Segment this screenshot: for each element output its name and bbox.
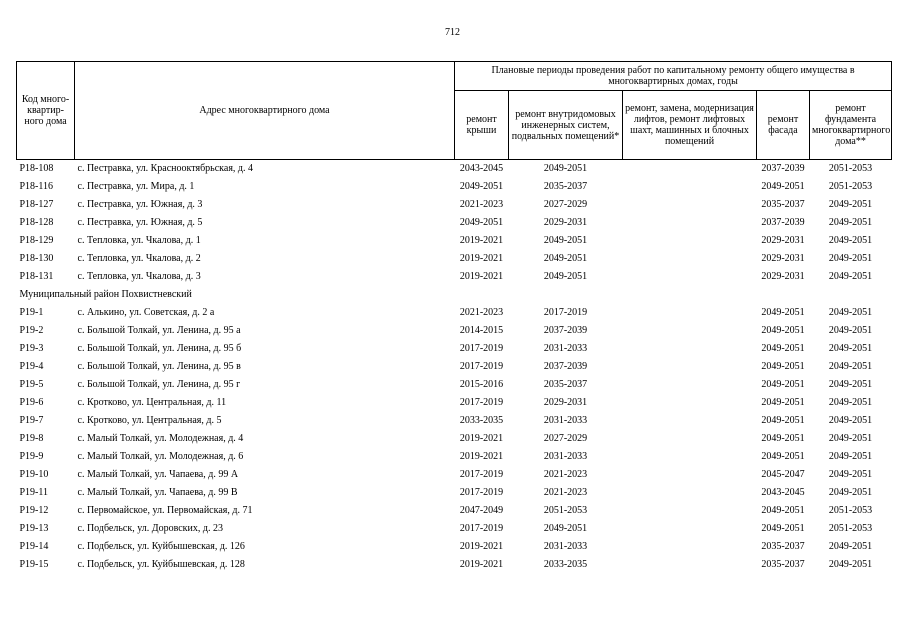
cell-code: Р19-15 xyxy=(19,559,49,570)
cell-address: с. Малый Толкай, ул. Молодежная, д. 4 xyxy=(77,433,244,444)
cell-address: с. Большой Толкай, ул. Ленина, д. 95 а xyxy=(77,325,241,336)
cell-address: с. Пестравка, ул. Мира, д. 1 xyxy=(77,181,195,192)
header-planned-periods: Плановые периоды проведения работ по капитальному ремонту общего имущества в многоквартирных домах, годы xyxy=(455,62,892,91)
header-address: Адрес многоквартирного дома xyxy=(75,62,455,160)
cell-elevator-repair xyxy=(623,430,757,448)
cell-foundation-repair: 2049-2051 xyxy=(828,325,873,336)
cell-code: Р18-116 xyxy=(19,181,54,192)
cell-engineering-repair: 2037-2039 xyxy=(543,325,588,336)
table-body xyxy=(17,160,892,575)
cell-code: Р19-5 xyxy=(19,379,44,390)
header-facade-repair: ремонт фасада xyxy=(757,91,810,160)
cell-facade-repair: 2037-2039 xyxy=(761,217,805,228)
table-row xyxy=(17,268,892,286)
cell-facade-repair: 2049-2051 xyxy=(761,325,805,336)
header-roof-repair: ремонт крыши xyxy=(455,91,509,160)
cell-engineering-repair: 2021-2023 xyxy=(543,487,588,498)
cell-address: с. Подбельск, ул. Куйбышевская, д. 128 xyxy=(77,559,245,570)
cell-foundation-repair: 2049-2051 xyxy=(828,397,873,408)
cell-foundation-repair: 2049-2051 xyxy=(828,343,873,354)
cell-code: Р19-13 xyxy=(19,523,49,534)
cell-roof-repair: 2019-2021 xyxy=(459,271,504,282)
cell-elevator-repair xyxy=(623,484,757,502)
table-row xyxy=(17,304,892,322)
cell-facade-repair: 2035-2037 xyxy=(761,541,805,552)
cell-engineering-repair: 2027-2029 xyxy=(543,199,588,210)
cell-engineering-repair: 2017-2019 xyxy=(543,307,588,318)
cell-engineering-repair: 2031-2033 xyxy=(543,343,588,354)
table-row xyxy=(17,178,892,196)
cell-facade-repair: 2049-2051 xyxy=(761,433,805,444)
cell-engineering-repair: 2027-2029 xyxy=(543,433,588,444)
cell-roof-repair: 2017-2019 xyxy=(459,343,504,354)
cell-roof-repair: 2019-2021 xyxy=(459,559,504,570)
cell-facade-repair: 2045-2047 xyxy=(761,469,805,480)
header-engineering-repair: ремонт внутридомовых инженерных систем, подвальных помещений* xyxy=(509,91,623,160)
cell-roof-repair: 2049-2051 xyxy=(459,217,504,228)
cell-facade-repair: 2029-2031 xyxy=(761,271,805,282)
cell-elevator-repair xyxy=(623,466,757,484)
cell-engineering-repair: 2049-2051 xyxy=(543,235,588,246)
table-row xyxy=(17,394,892,412)
cell-elevator-repair xyxy=(623,160,757,179)
cell-roof-repair: 2015-2016 xyxy=(459,379,504,390)
cell-roof-repair: 2019-2021 xyxy=(459,235,504,246)
cell-elevator-repair xyxy=(623,538,757,556)
cell-address: с. Кротково, ул. Центральная, д. 5 xyxy=(77,415,222,426)
table-row xyxy=(17,340,892,358)
cell-elevator-repair xyxy=(623,394,757,412)
table-row xyxy=(17,196,892,214)
cell-elevator-repair xyxy=(623,340,757,358)
header-code: Код много-квартир-ного дома xyxy=(17,62,75,160)
cell-elevator-repair xyxy=(623,520,757,538)
cell-roof-repair: 2019-2021 xyxy=(459,433,504,444)
cell-facade-repair: 2043-2045 xyxy=(761,487,805,498)
cell-address: с. Малый Толкай, ул. Чапаева, д. 99 В xyxy=(77,487,238,498)
cell-roof-repair: 2017-2019 xyxy=(459,469,504,480)
cell-foundation-repair: 2051-2053 xyxy=(828,523,873,534)
section-row xyxy=(17,286,892,304)
cell-foundation-repair: 2051-2053 xyxy=(828,163,873,174)
cell-roof-repair: 2019-2021 xyxy=(459,253,504,264)
cell-code: Р18-131 xyxy=(19,271,54,282)
cell-foundation-repair: 2049-2051 xyxy=(828,415,873,426)
cell-code: Р19-14 xyxy=(19,541,49,552)
cell-code: Р19-1 xyxy=(19,307,44,318)
cell-engineering-repair: 2037-2039 xyxy=(543,361,588,372)
cell-facade-repair: 2049-2051 xyxy=(761,523,805,534)
table-row xyxy=(17,556,892,574)
repair-plan-table xyxy=(16,61,892,574)
cell-address: с. Первомайское, ул. Первомайская, д. 71 xyxy=(77,505,253,516)
cell-roof-repair: 2033-2035 xyxy=(459,415,504,426)
cell-foundation-repair: 2049-2051 xyxy=(828,361,873,372)
cell-code: Р18-128 xyxy=(19,217,54,228)
table-row xyxy=(17,520,892,538)
table-row xyxy=(17,502,892,520)
cell-facade-repair: 2049-2051 xyxy=(761,307,805,318)
cell-elevator-repair xyxy=(623,232,757,250)
cell-foundation-repair: 2049-2051 xyxy=(828,469,873,480)
cell-foundation-repair: 2051-2053 xyxy=(828,505,873,516)
cell-address: с. Малый Толкай, ул. Чапаева, д. 99 А xyxy=(77,469,239,480)
cell-engineering-repair: 2049-2051 xyxy=(543,523,588,534)
cell-address: с. Большой Толкай, ул. Ленина, д. 95 б xyxy=(77,343,242,354)
cell-code: Р19-2 xyxy=(19,325,44,336)
cell-elevator-repair xyxy=(623,214,757,232)
cell-code: Р19-4 xyxy=(19,361,44,372)
cell-address: с. Пестравка, ул. Южная, д. 5 xyxy=(77,217,203,228)
cell-elevator-repair xyxy=(623,502,757,520)
cell-foundation-repair: 2049-2051 xyxy=(828,559,873,570)
cell-facade-repair: 2035-2037 xyxy=(761,559,805,570)
cell-facade-repair: 2029-2031 xyxy=(761,235,805,246)
cell-elevator-repair xyxy=(623,268,757,286)
header-elevator-repair: ремонт, замена, модернизация лифтов, ремонт лифтовых шахт, машинных и блочных помещений xyxy=(623,91,757,160)
cell-address: с. Малый Толкай, ул. Молодежная, д. 6 xyxy=(77,451,244,462)
cell-foundation-repair: 2049-2051 xyxy=(828,451,873,462)
cell-facade-repair: 2049-2051 xyxy=(761,379,805,390)
cell-roof-repair: 2047-2049 xyxy=(459,505,504,516)
cell-facade-repair: 2049-2051 xyxy=(761,361,805,372)
table-row xyxy=(17,358,892,376)
cell-code: Р19-8 xyxy=(19,433,44,444)
table-row xyxy=(17,448,892,466)
cell-engineering-repair: 2049-2051 xyxy=(543,253,588,264)
cell-foundation-repair: 2049-2051 xyxy=(828,253,873,264)
section-title: Муниципальный район Похвистневский xyxy=(19,289,192,300)
cell-engineering-repair: 2031-2033 xyxy=(543,415,588,426)
cell-code: Р19-11 xyxy=(19,487,49,498)
cell-elevator-repair xyxy=(623,358,757,376)
cell-engineering-repair: 2051-2053 xyxy=(543,505,588,516)
cell-foundation-repair: 2049-2051 xyxy=(828,433,873,444)
cell-address: с. Тепловка, ул. Чкалова, д. 3 xyxy=(77,271,201,282)
cell-foundation-repair: 2049-2051 xyxy=(828,487,873,498)
cell-engineering-repair: 2049-2051 xyxy=(543,163,588,174)
cell-code: Р19-10 xyxy=(19,469,49,480)
cell-code: Р18-130 xyxy=(19,253,54,264)
cell-foundation-repair: 2049-2051 xyxy=(828,235,873,246)
cell-engineering-repair: 2033-2035 xyxy=(543,559,588,570)
cell-facade-repair: 2029-2031 xyxy=(761,253,805,264)
cell-facade-repair: 2049-2051 xyxy=(761,343,805,354)
cell-code: Р18-108 xyxy=(19,163,54,174)
cell-elevator-repair xyxy=(623,250,757,268)
cell-facade-repair: 2049-2051 xyxy=(761,505,805,516)
cell-address: с. Тепловка, ул. Чкалова, д. 1 xyxy=(77,235,201,246)
cell-engineering-repair: 2031-2033 xyxy=(543,541,588,552)
cell-foundation-repair: 2049-2051 xyxy=(828,379,873,390)
cell-address: с. Большой Толкай, ул. Ленина, д. 95 в xyxy=(77,361,241,372)
table-row xyxy=(17,538,892,556)
cell-roof-repair: 2017-2019 xyxy=(459,361,504,372)
cell-foundation-repair: 2049-2051 xyxy=(828,541,873,552)
cell-code: Р19-6 xyxy=(19,397,44,408)
table-row xyxy=(17,322,892,340)
cell-roof-repair: 2019-2021 xyxy=(459,541,504,552)
cell-roof-repair: 2021-2023 xyxy=(459,199,504,210)
cell-code: Р18-127 xyxy=(19,199,54,210)
cell-engineering-repair: 2021-2023 xyxy=(543,469,588,480)
cell-engineering-repair: 2035-2037 xyxy=(543,379,588,390)
cell-code: Р19-12 xyxy=(19,505,49,516)
cell-address: с. Подбельск, ул. Доровских, д. 23 xyxy=(77,523,223,534)
cell-facade-repair: 2049-2051 xyxy=(761,181,805,192)
cell-code: Р19-7 xyxy=(19,415,44,426)
cell-facade-repair: 2035-2037 xyxy=(761,199,805,210)
cell-roof-repair: 2017-2019 xyxy=(459,487,504,498)
cell-address: с. Пестравка, ул. Южная, д. 3 xyxy=(77,199,203,210)
page-number: 712 xyxy=(445,27,460,38)
cell-facade-repair: 2049-2051 xyxy=(761,451,805,462)
cell-engineering-repair: 2029-2031 xyxy=(543,217,588,228)
cell-facade-repair: 2049-2051 xyxy=(761,397,805,408)
cell-roof-repair: 2043-2045 xyxy=(459,163,504,174)
cell-elevator-repair xyxy=(623,448,757,466)
table-row xyxy=(17,250,892,268)
cell-engineering-repair: 2031-2033 xyxy=(543,451,588,462)
table-row xyxy=(17,160,892,179)
cell-code: Р18-129 xyxy=(19,235,54,246)
cell-elevator-repair xyxy=(623,556,757,574)
cell-code: Р19-9 xyxy=(19,451,44,462)
table-row xyxy=(17,376,892,394)
table-row xyxy=(17,214,892,232)
table-row xyxy=(17,484,892,502)
cell-roof-repair: 2019-2021 xyxy=(459,451,504,462)
table-row xyxy=(17,430,892,448)
cell-facade-repair: 2049-2051 xyxy=(761,415,805,426)
cell-foundation-repair: 2049-2051 xyxy=(828,271,873,282)
cell-roof-repair: 2017-2019 xyxy=(459,397,504,408)
cell-elevator-repair xyxy=(623,412,757,430)
cell-roof-repair: 2021-2023 xyxy=(459,307,504,318)
cell-address: с. Алькино, ул. Советская, д. 2 а xyxy=(77,307,215,318)
cell-foundation-repair: 2049-2051 xyxy=(828,199,873,210)
table-row xyxy=(17,232,892,250)
cell-elevator-repair xyxy=(623,304,757,322)
cell-code: Р19-3 xyxy=(19,343,44,354)
table-row xyxy=(17,466,892,484)
cell-engineering-repair: 2029-2031 xyxy=(543,397,588,408)
header-foundation-repair: ремонт фундамента многоквартирного дома** xyxy=(810,91,892,160)
cell-engineering-repair: 2049-2051 xyxy=(543,271,588,282)
cell-foundation-repair: 2051-2053 xyxy=(828,181,873,192)
cell-address: с. Кротково, ул. Центральная, д. 11 xyxy=(77,397,227,408)
cell-roof-repair: 2014-2015 xyxy=(459,325,504,336)
cell-foundation-repair: 2049-2051 xyxy=(828,217,873,228)
cell-roof-repair: 2017-2019 xyxy=(459,523,504,534)
cell-elevator-repair xyxy=(623,196,757,214)
cell-engineering-repair: 2035-2037 xyxy=(543,181,588,192)
cell-address: с. Большой Толкай, ул. Ленина, д. 95 г xyxy=(77,379,241,390)
cell-elevator-repair xyxy=(623,376,757,394)
cell-elevator-repair xyxy=(623,322,757,340)
cell-roof-repair: 2049-2051 xyxy=(459,181,504,192)
cell-address: с. Тепловка, ул. Чкалова, д. 2 xyxy=(77,253,201,264)
cell-foundation-repair: 2049-2051 xyxy=(828,307,873,318)
table-row xyxy=(17,412,892,430)
cell-address: с. Подбельск, ул. Куйбышевская, д. 126 xyxy=(77,541,245,552)
cell-elevator-repair xyxy=(623,178,757,196)
cell-address: с. Пестравка, ул. Краснооктябрьская, д. 4 xyxy=(77,163,254,174)
cell-facade-repair: 2037-2039 xyxy=(761,163,805,174)
